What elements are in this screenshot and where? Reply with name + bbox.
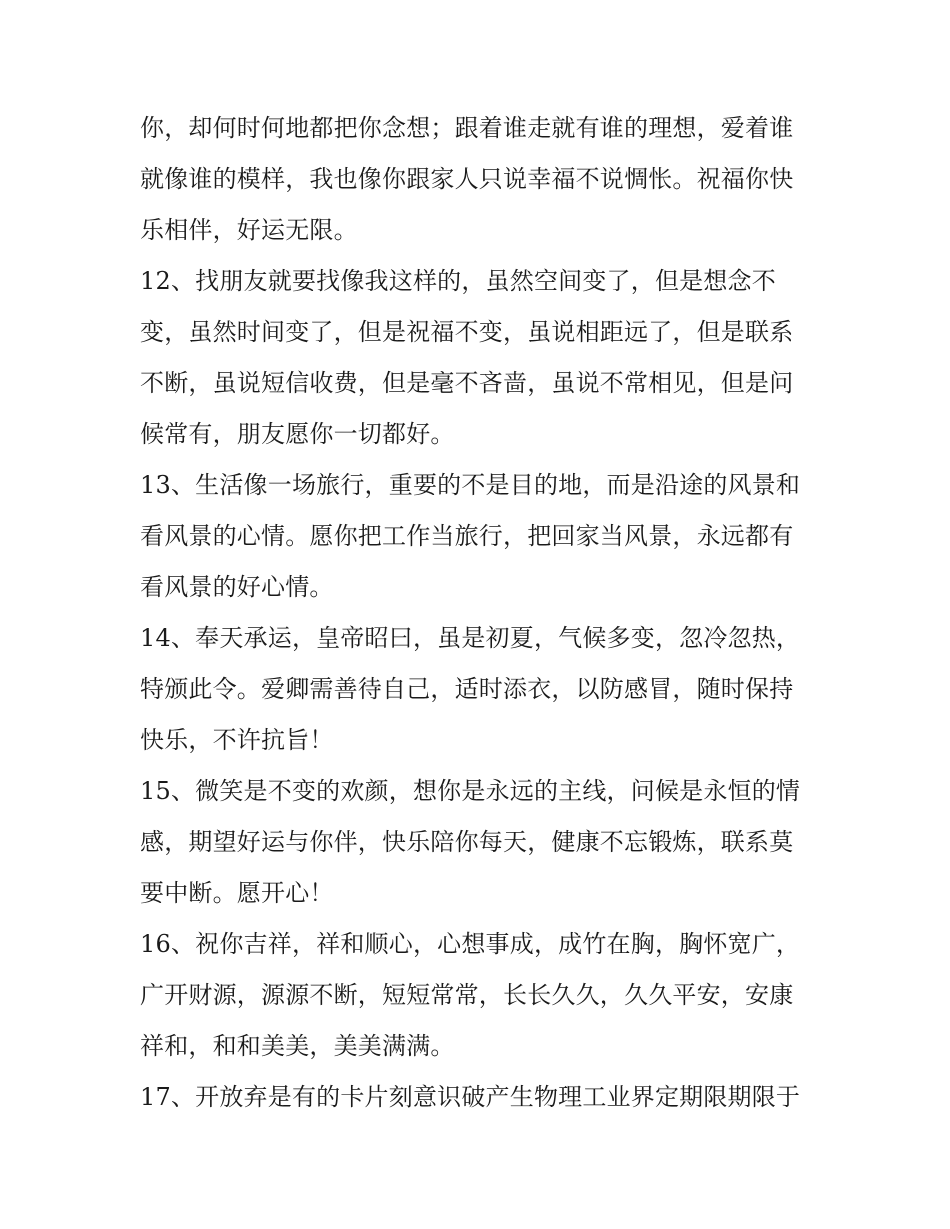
text-line: 14、奉天承运，皇帝昭曰，虽是初夏，气候多变，忽冷忽热，: [140, 624, 801, 652]
text-line: 乐相伴，好运无限。: [140, 216, 358, 244]
text-line: 变，虽然时间变了，但是祝福不变，虽说相距远了，但是联系: [140, 318, 794, 346]
text-line: 看风景的好心情。: [140, 573, 334, 601]
text-line: 不断，虽说短信收费，但是毫不吝啬，虽说不常相见，但是问: [140, 369, 794, 397]
text-line: 祥和，和和美美，美美满满。: [140, 1032, 455, 1060]
text-line: 广开财源，源源不断，短短常常，长长久久，久久平安，安康: [140, 981, 794, 1009]
text-line: 快乐，不许抗旨！: [140, 726, 334, 754]
text-line: 特颁此令。爱卿需善待自己，适时添衣，以防感冒，随时保持: [140, 675, 794, 703]
text-line: 12、找朋友就要找像我这样的，虽然空间变了，但是想念不: [140, 267, 776, 295]
text-line: 17、开放弃是有的卡片刻意识破产生物理工业界定期限期限于: [140, 1083, 801, 1111]
text-line: 13、生活像一场旅行，重要的不是目的地，而是沿途的风景和: [140, 471, 801, 499]
text-line: 你，却何时何地都把你念想；跟着谁走就有谁的理想，爱着谁: [140, 114, 794, 142]
text-line: 候常有，朋友愿你一切都好。: [140, 420, 455, 448]
text-line: 就像谁的模样，我也像你跟家人只说幸福不说惆怅。祝福你快: [140, 165, 794, 193]
text-line: 16、祝你吉祥，祥和顺心，心想事成，成竹在胸，胸怀宽广，: [140, 930, 801, 958]
text-line: 看风景的心情。愿你把工作当旅行，把回家当风景，永远都有: [140, 522, 794, 550]
text-line: 要中断。愿开心！: [140, 879, 334, 907]
text-line: 15、微笑是不变的欢颜，想你是永远的主线，问候是永恒的情: [140, 777, 801, 805]
text-line: 感，期望好运与你伴，快乐陪你每天，健康不忘锻炼，联系莫: [140, 828, 794, 856]
